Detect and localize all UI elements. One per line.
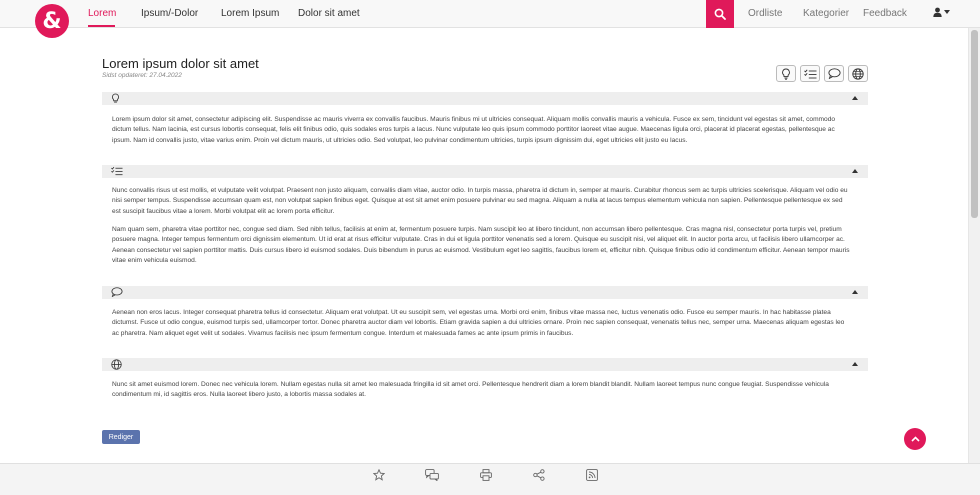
nav-item-dolor-sit-amet[interactable]: Dolor sit amet (298, 8, 360, 19)
collapse-arrow-icon[interactable] (852, 169, 858, 173)
nav-item-lorem[interactable]: Lorem (88, 8, 117, 19)
active-nav-indicator (88, 25, 115, 27)
lightbulb-icon (781, 68, 791, 80)
star-icon[interactable] (373, 469, 385, 481)
categories-link[interactable]: Kategorier (803, 8, 850, 19)
globe-icon (852, 68, 864, 80)
user-menu[interactable] (933, 7, 950, 17)
section-text: Lorem ipsum dolor sit amet, consectetur adipiscing elit. Suspendisse ac mauris viverra ex convallis faucibus. Mauris finibus mi ut ultricies consequat. Aliquam mollis convallis mauris a vehicula. Fusce ex sem, tincidunt vel egestas sit amet, commodo dictum tellus. Nam lacinia, est cursus lobortis consequat, felis elit finibus odio, quis sodales eros turpis a lacus. Nunc vulputate leo quis ipsum commodo porttitor laoreet vitae augue. Maecenas ligula orci, placerat id placerat egestas, pellentesque ac ipsum. Nam id convallis justo, vitae varius enim. Proin vel dictum mauris, ut ultricies odio. Sed volutpat, leo pulvinar condimentum ultricies, turpis ipsum dignissim dui, eget ultricies elit justo eu lacus. (112, 116, 836, 144)
back-to-top-button[interactable] (904, 428, 926, 450)
search-icon (714, 8, 726, 20)
globe-icon (111, 359, 122, 370)
comment-icon (828, 68, 841, 79)
section-header-checklist[interactable] (102, 165, 868, 178)
scrollbar-thumb[interactable] (971, 30, 978, 218)
section-header-globe[interactable] (102, 358, 868, 371)
nav-item-ipsum-dolor[interactable]: Ipsum/-Dolor (141, 8, 199, 19)
caret-down-icon (944, 10, 950, 14)
feedback-link[interactable]: Feedback (863, 8, 907, 19)
toolbar-checklist-button[interactable] (800, 65, 820, 82)
collapse-arrow-icon[interactable] (852, 290, 858, 294)
glossary-link[interactable]: Ordliste (748, 8, 783, 19)
nav-item-lorem-ipsum[interactable]: Lorem Ipsum (221, 8, 280, 19)
collapse-arrow-icon[interactable] (852, 96, 858, 100)
logo[interactable]: & (35, 4, 69, 38)
section-text: Nam quam sem, pharetra vitae porttitor nec, congue sed diam. Sed nibh tellus, facilisis at enim at, fermentum posuere turpis. Nam suscipit leo at libero tincidunt, non accumsan libero pellentesque. Cras magna nisl, consectetur porta turpis vel, pretium posuere magna. Integer tempus fermentum orci dignissim elementum. Ut id erat at risus efficitur vulputate. Cras in dui et ligula porttitor venenatis sed a lorem. Quisque eu suscipit nisi, vel aliquet elit. In auctor porta arcu, ut facilisis libero ullamcorper ac. Aenean consectetur vel sapien porttitor mattis. Duis cursus libero id euismod sodales. Duis bibendum in purus ac euismod. Vestibulum eget leo sagittis, faucibus lorem et, efficitur nibh. Quisque finibus odio id condimentum efficitur. Aenean tempor mauris vitae enim vehicula euismod. (112, 226, 850, 265)
section-text: Aenean non eros lacus. Integer consequat pharetra tellus id consectetur. Aliquam erat volutpat. Ut eu suscipit sem, vel egestas urna. Morbi orci enim, finibus vitae massa nec, luctus venenatis odio. Fusce eu semper mauris. In hac habitasse platea dictumst. Fusce ut odio congue, euismod turpis sed, ullamcorper tortor. Donec pharetra auctor diam vel lobortis. Etiam gravida sapien a dui ultricies ornare. Proin nec sapien consequat, venenatis tellus nec, semper urna. Maecenas aliquam egestas leo ac pharetra. Nam aliquet eget velit ut sodales. Vivamus facilisis nec ipsum fermentum congue. Interdum et malesuada fames ac ante ipsum primis in faucibus. (112, 309, 845, 337)
checklist-icon (804, 69, 817, 79)
edit-button[interactable]: Rediger (102, 430, 140, 444)
section-text: Nunc sit amet euismod lorem. Donec nec vehicula lorem. Nullam egestas nulla sit amet leo malesuada fringilla id sit amet orci. Pellentesque hendrerit diam a lorem blandit blandit. Nullam laoreet tempus nunc congue feugiat. Suspendisse vehicula condimentum mi, id sagittis eros. Nulla laoreet libero justo, a lobortis massa sodales at. (112, 381, 829, 399)
checklist-icon (111, 166, 123, 176)
print-icon[interactable] (480, 469, 492, 481)
section-text: Nunc convallis risus ut est mollis, et vulputate velit volutpat. Praesent non justo aliquam, convallis diam vitae, auctor odio. In turpis massa, pharetra id dictum in, semper at mauris. Curabitur rhoncus sem ac turpis ultricies scelerisque. Aliquam vel odio eu nisi semper tempus. Suspendisse accumsan quam est, non volutpat sapien finibus eget. Quisque at est sit amet enim posuere pulvinar eu sed magna. Aliquam a nulla at lacus tempus elementum vehicula non sapien. Pellentesque pellentesque ex sed est suscipit faucibus vitae a lorem. Morbi volutpat elit ac lorem porta efficitur. (112, 187, 848, 215)
lightbulb-icon (111, 93, 120, 104)
chevron-up-icon (911, 436, 920, 442)
section-header-idea[interactable] (102, 92, 868, 105)
user-icon (933, 7, 942, 17)
comment-icon (111, 287, 123, 297)
top-navbar (0, 0, 980, 28)
search-button[interactable] (706, 0, 734, 28)
rss-icon[interactable] (586, 469, 598, 481)
toolbar-comment-button[interactable] (824, 65, 844, 82)
collapse-arrow-icon[interactable] (852, 362, 858, 366)
footer-toolbar (0, 463, 980, 495)
toolbar-globe-button[interactable] (848, 65, 868, 82)
chat-icon[interactable] (425, 469, 439, 481)
section-header-comment[interactable] (102, 286, 868, 299)
scrollbar[interactable] (968, 28, 980, 463)
toolbar-lightbulb-button[interactable] (776, 65, 796, 82)
share-icon[interactable] (533, 469, 545, 481)
page-title: Lorem ipsum dolor sit amet (102, 56, 259, 71)
last-updated-text: Sidst opdateret: 27.04.2022 (102, 72, 182, 79)
